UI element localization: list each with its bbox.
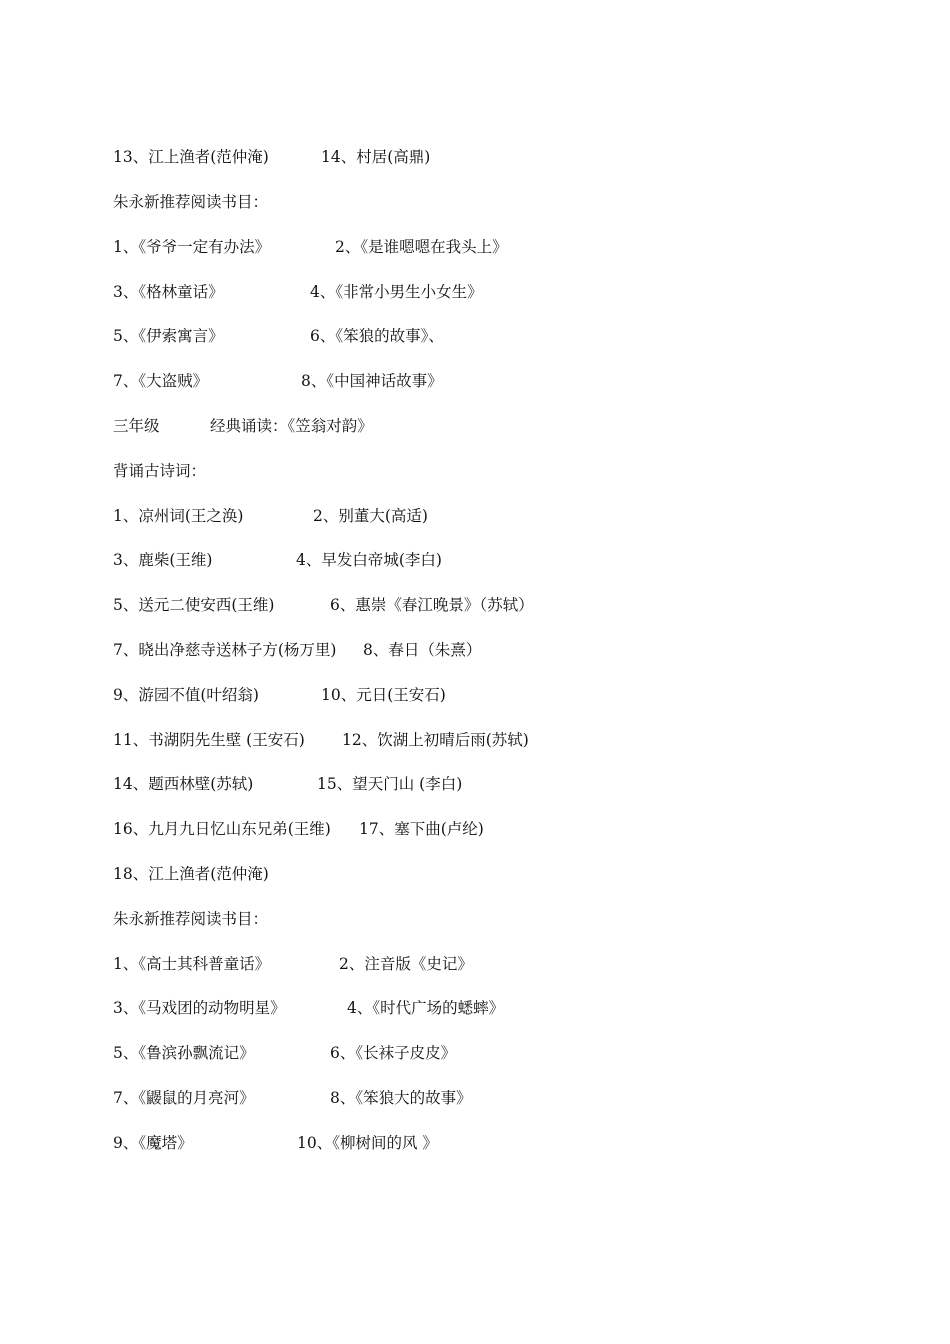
book-item: 6、《长袜子皮皮》 [330, 1044, 457, 1062]
book-item: 7、《鼹鼠的月亮河》 [113, 1089, 255, 1107]
book-item: 1、《高士其科普童话》 [113, 955, 271, 973]
book-item: 1、《爷爷一定有办法》 [113, 238, 271, 256]
text-line [113, 550, 442, 572]
book-item: 10、《柳树间的风 》 [297, 1134, 438, 1152]
book-item: 4、《非常小男生小女生》 [310, 283, 483, 301]
text-line [113, 595, 534, 617]
poem-item: 17、塞下曲(卢纶) [359, 820, 484, 838]
poem-item: 18、江上渔者(范仲淹) [113, 865, 269, 883]
book-item: 4、《时代广场的蟋蟀》 [347, 999, 505, 1017]
heading-text: 背诵古诗词： [113, 462, 207, 480]
book-item: 2、《是谁嗯嗯在我头上》 [335, 238, 508, 256]
poem-item: 3、鹿柴(王维) [113, 551, 213, 569]
poem-item: 11、书湖阴先生壁 (王安石) [113, 731, 305, 749]
book-item: 2、注音版《史记》 [339, 955, 473, 973]
text-line [113, 864, 269, 886]
heading-text: 朱永新推荐阅读书目： [113, 910, 269, 928]
book-item: 3、《马戏团的动物明星》 [113, 999, 286, 1017]
book-item: 5、《鲁滨孙飘流记》 [113, 1044, 255, 1062]
section-heading [113, 909, 269, 931]
grade-label: 三年级 [113, 417, 160, 435]
text-line [113, 237, 508, 259]
book-item: 6、《笨狼的故事》、 [310, 327, 444, 345]
poem-item: 8、春日（朱熹） [363, 641, 482, 659]
book-item: 7、《大盗贼》 [113, 372, 209, 390]
text-line [113, 1133, 438, 1155]
book-item: 3、《格林童话》 [113, 283, 224, 301]
text-line [113, 640, 482, 662]
poem-item: 7、晓出净慈寺送林子方(杨万里) [113, 641, 337, 659]
poem-item: 14、村居(高鼎) [321, 148, 431, 166]
poem-item: 10、元日(王安石) [321, 686, 446, 704]
text-line [113, 954, 473, 976]
poem-item: 2、别董大(高适) [313, 507, 428, 525]
heading-text: 朱永新推荐阅读书目： [113, 193, 269, 211]
text-line [113, 730, 529, 752]
text-line [113, 416, 373, 438]
book-item: 8、《笨狼大的故事》 [330, 1089, 472, 1107]
section-heading [113, 461, 207, 483]
text-line [113, 998, 505, 1020]
poem-item: 12、饮湖上初晴后雨(苏轼) [342, 731, 529, 749]
book-item: 8、《中国神话故事》 [301, 372, 443, 390]
text-line [113, 506, 428, 528]
text-line [113, 282, 483, 304]
poem-item: 9、游园不值(叶绍翁) [113, 686, 259, 704]
poem-item: 15、望天门山 (李白) [317, 775, 463, 793]
text-line [113, 371, 443, 393]
poem-item: 14、题西林壁(苏轼) [113, 775, 254, 793]
text-line [113, 1088, 472, 1110]
poem-item: 5、送元二使安西(王维) [113, 596, 275, 614]
book-item: 5、《伊索寓言》 [113, 327, 224, 345]
text-line [113, 1043, 457, 1065]
text-line [113, 819, 484, 841]
section-heading [113, 192, 269, 214]
text-line [113, 326, 444, 348]
text-line [113, 685, 446, 707]
poem-item: 4、早发白帝城(李白) [296, 551, 442, 569]
text-line [113, 147, 431, 169]
poem-item: 16、九月九日忆山东兄弟(王维) [113, 820, 331, 838]
text-line [113, 774, 463, 796]
classic-reading: 经典诵读：《笠翁对韵》 [210, 417, 373, 435]
poem-item: 13、江上渔者(范仲淹) [113, 148, 269, 166]
poem-item: 1、凉州词(王之涣) [113, 507, 244, 525]
poem-item: 6、惠崇《春江晚景》（苏轼） [330, 596, 534, 614]
book-item: 9、《魔塔》 [113, 1134, 193, 1152]
